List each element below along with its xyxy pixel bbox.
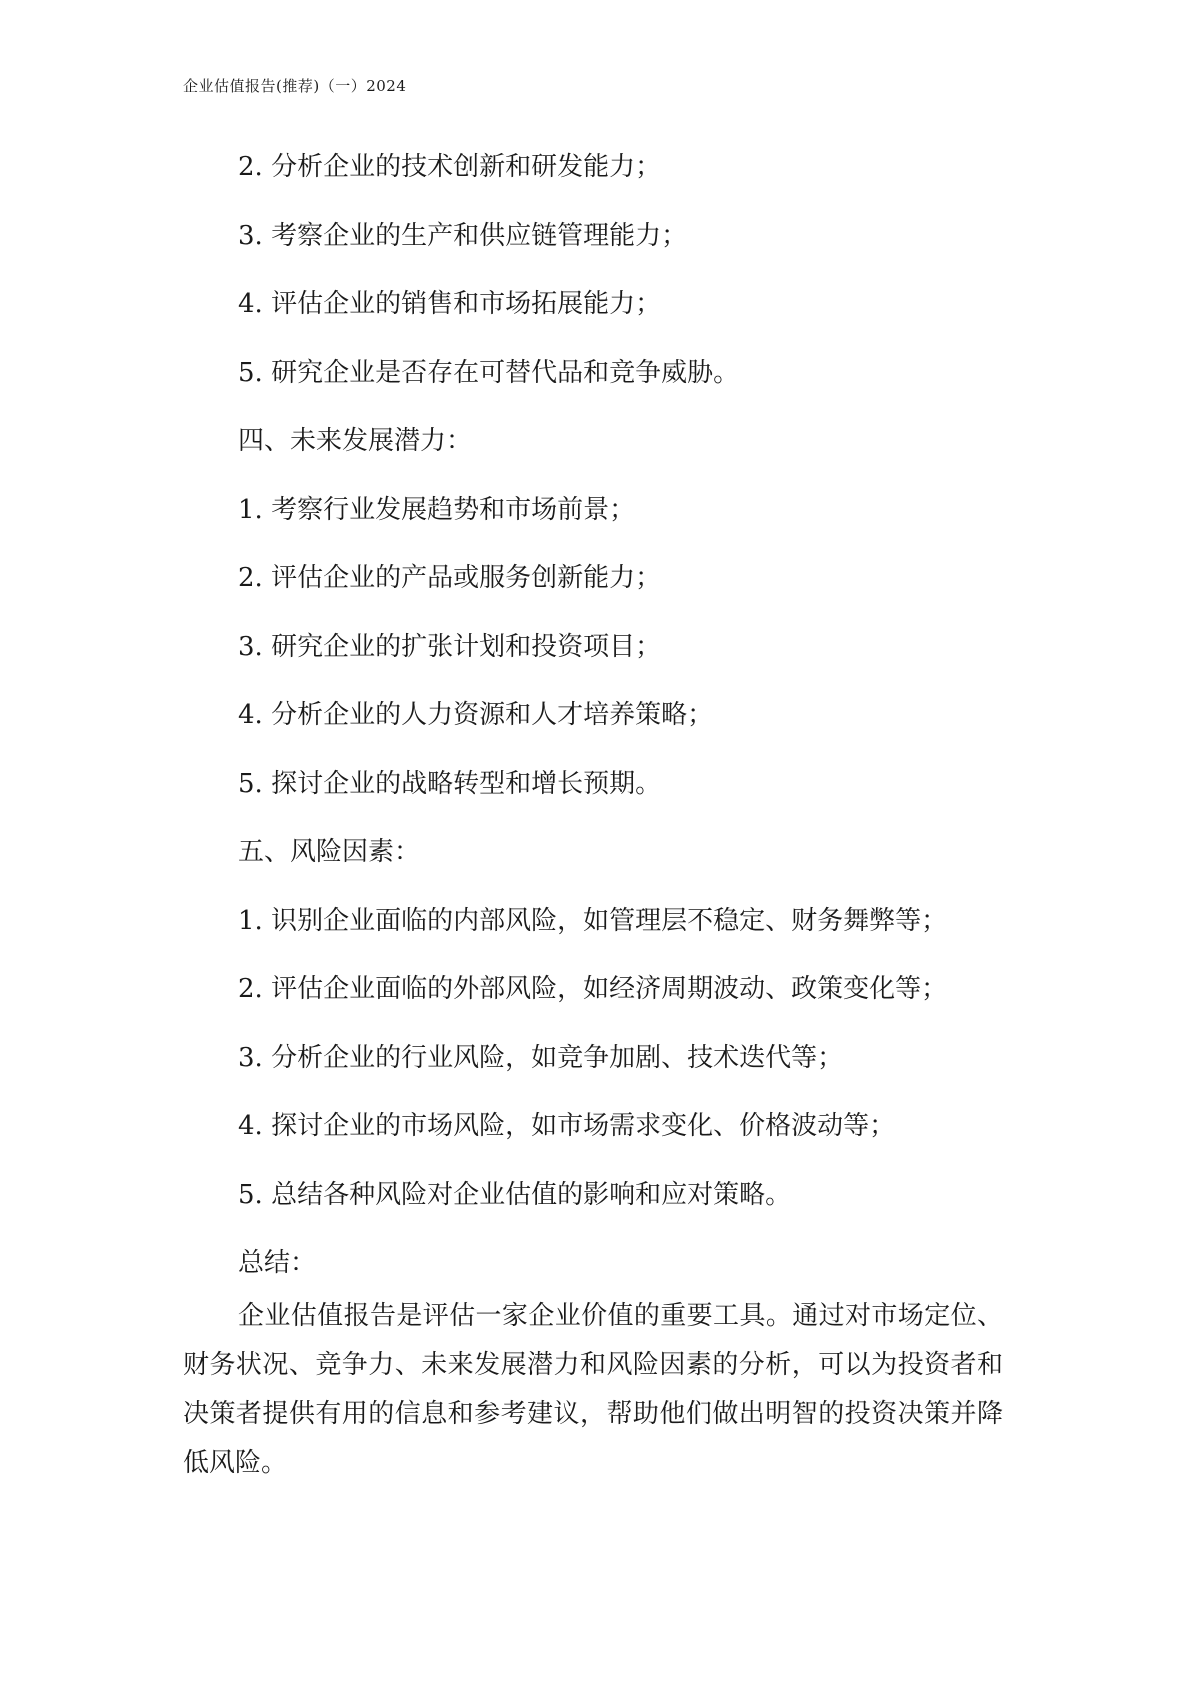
section-heading: 五、风险因素： <box>238 837 421 867</box>
list-item: 2. 评估企业的产品或服务创新能力； <box>238 563 662 593</box>
list-item: 1. 识别企业面临的内部风险，如管理层不稳定、财务舞弊等； <box>238 906 948 936</box>
list-item: 4. 评估企业的销售和市场拓展能力； <box>238 289 662 319</box>
list-item: 5. 总结各种风险对企业估值的影响和应对策略。 <box>238 1180 792 1210</box>
summary-paragraph: 企业估值报告是评估一家企业价值的重要工具。通过对市场定位、财务状况、竞争力、未来发展潜力和风险因素的分析，可以为投资者和决策者提供有用的信息和参考建议，帮助他们做出明智的投资决策并降低风险。 <box>183 1301 1003 1478</box>
list-item: 4. 探讨企业的市场风险，如市场需求变化、价格波动等； <box>238 1111 896 1141</box>
page-header: 企业估值报告(推荐)（一）2024 <box>183 77 407 95</box>
list-item: 3. 研究企业的扩张计划和投资项目； <box>238 632 662 662</box>
list-item: 2. 分析企业的技术创新和研发能力； <box>238 152 662 182</box>
list-item: 4. 分析企业的人力资源和人才培养策略； <box>238 700 714 730</box>
list-item: 3. 分析企业的行业风险，如竞争加剧、技术迭代等； <box>238 1043 844 1073</box>
list-item: 2. 评估企业面临的外部风险，如经济周期波动、政策变化等； <box>238 974 948 1004</box>
list-item: 5. 研究企业是否存在可替代品和竞争威胁。 <box>238 358 740 388</box>
section-heading: 总结： <box>238 1248 317 1278</box>
section-heading: 四、未来发展潜力： <box>238 426 473 456</box>
list-item: 1. 考察行业发展趋势和市场前景； <box>238 495 636 525</box>
list-item: 3. 考察企业的生产和供应链管理能力； <box>238 221 688 251</box>
list-item: 5. 探讨企业的战略转型和增长预期。 <box>238 769 662 799</box>
